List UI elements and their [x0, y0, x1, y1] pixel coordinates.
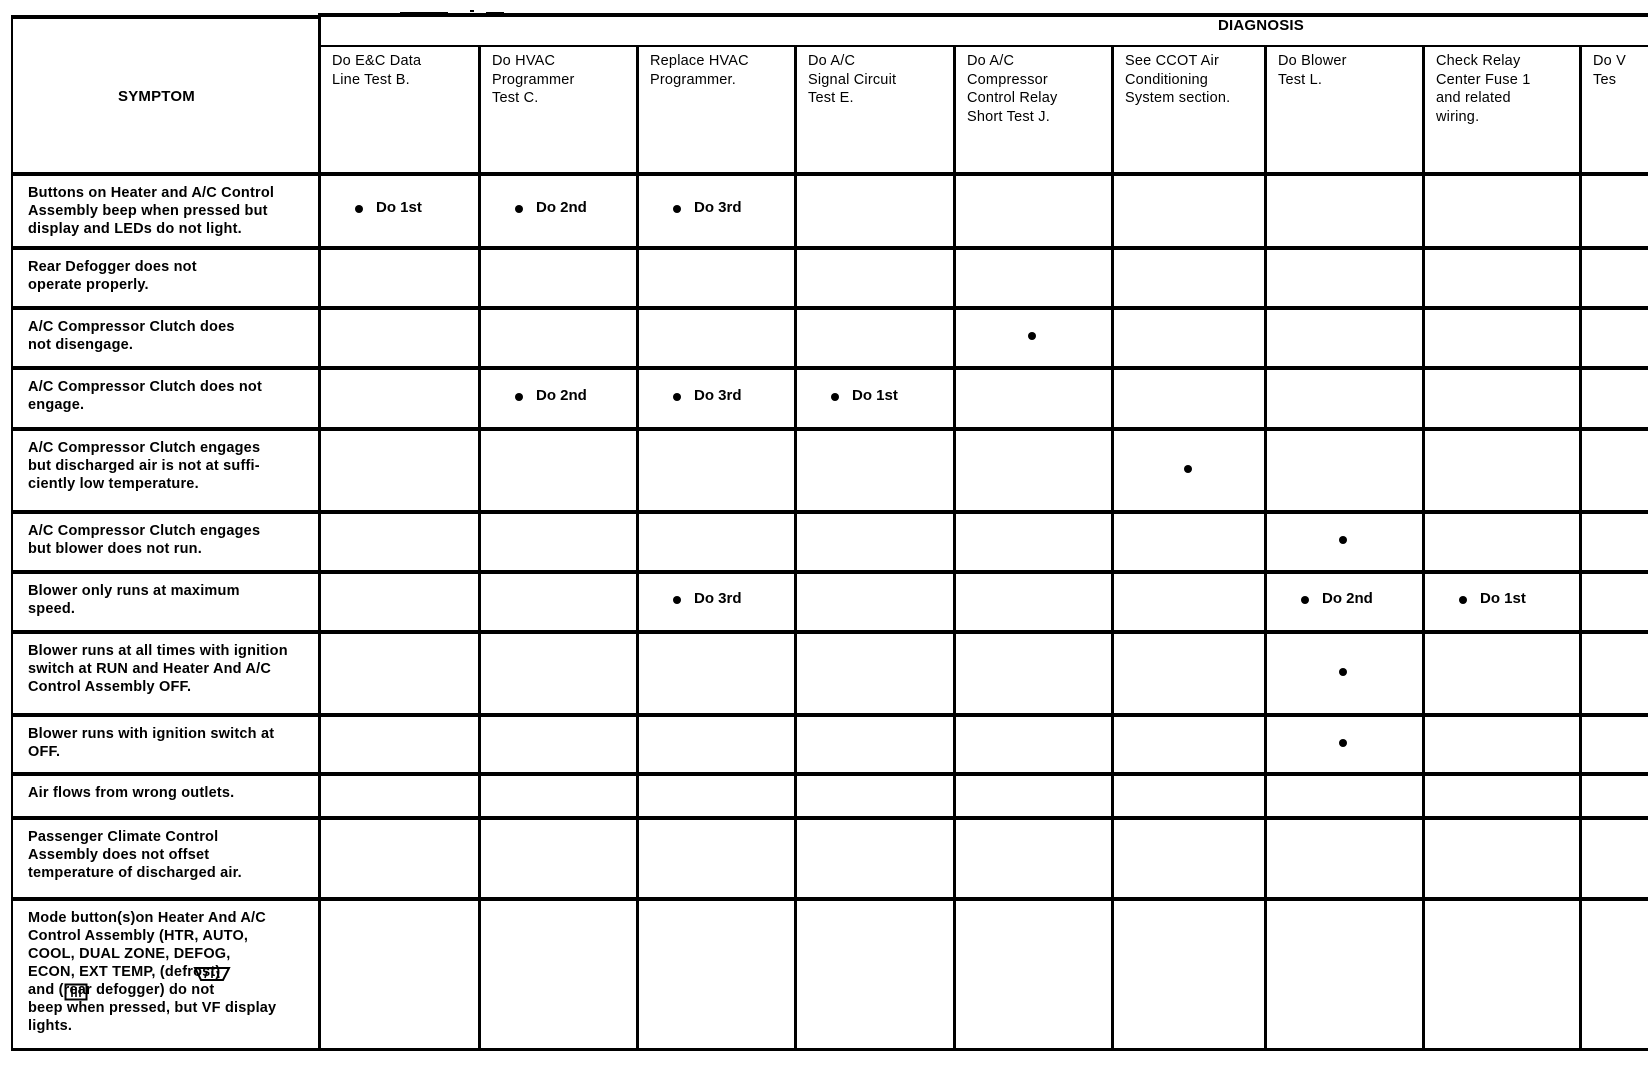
header-mark [400, 12, 448, 14]
order-label: Do 1st [376, 199, 422, 216]
symptom-cell: A/C Compressor Clutch does not disengage. [28, 319, 235, 353]
symptom-cell: Passenger Climate Control Assembly does not offset temperature of discharged air. [28, 829, 242, 881]
column-header: Do Blower Test L. [1278, 53, 1347, 88]
column-divider [478, 45, 481, 1051]
column-divider [636, 45, 639, 1051]
order-label: Do 1st [1480, 590, 1526, 607]
table-left-border [11, 15, 13, 1051]
bullet-mark [1301, 596, 1309, 604]
row-divider [11, 1048, 1648, 1051]
column-header: Do A/C Compressor Control Relay Short Test J. [967, 53, 1058, 125]
row-divider [11, 630, 1648, 634]
bullet-mark [673, 205, 681, 213]
symptom-cell: A/C Compressor Clutch engages but blower does not run. [28, 523, 261, 557]
row-divider [11, 246, 1648, 250]
row-divider [11, 713, 1648, 717]
column-header: Do E&C Data Line Test B. [332, 53, 422, 88]
column-divider [1264, 45, 1267, 1051]
column-divider [1422, 45, 1425, 1051]
order-label: Do 3rd [694, 590, 742, 607]
symptom-cell: Buttons on Heater and A/C Control Assembly beep when pressed but display and LEDs do not light. [28, 185, 275, 237]
symptom-cell: Rear Defogger does not operate properly. [28, 259, 197, 293]
bullet-mark [673, 393, 681, 401]
bullet-mark [1339, 536, 1347, 544]
bullet-mark [515, 393, 523, 401]
row-divider [11, 306, 1648, 310]
column-divider [794, 45, 797, 1051]
row-divider [11, 816, 1648, 820]
diagnosis-header: DIAGNOSIS [1218, 17, 1304, 34]
column-header: Do A/C Signal Circuit Test E. [808, 53, 897, 106]
diagnosis-top-border [318, 13, 1648, 17]
order-label: Do 3rd [694, 387, 742, 404]
bullet-mark [1339, 668, 1347, 676]
bullet-mark [1028, 332, 1036, 340]
row-divider [11, 897, 1648, 901]
header-mark [486, 12, 504, 14]
header-mark [470, 10, 474, 12]
table-top-border [11, 15, 318, 19]
column-divider [1111, 45, 1114, 1051]
column-header: See CCOT Air Conditioning System section. [1125, 53, 1231, 106]
column-header: Replace HVAC Programmer. [650, 53, 749, 88]
symptom-cell: A/C Compressor Clutch does not engage. [28, 379, 262, 413]
column-header: Do V Tes [1593, 53, 1627, 88]
order-label: Do 2nd [536, 199, 587, 216]
bullet-mark [515, 205, 523, 213]
symptom-cell: Blower only runs at maximum speed. [28, 583, 240, 617]
row-divider [11, 570, 1648, 574]
symptom-header: SYMPTOM [118, 88, 195, 105]
row-divider [11, 172, 1648, 176]
order-label: Do 2nd [536, 387, 587, 404]
column-divider [1579, 45, 1582, 1051]
row-divider [11, 427, 1648, 431]
row-divider [11, 772, 1648, 776]
order-label: Do 2nd [1322, 590, 1373, 607]
symptom-cell: Blower runs at all times with ignition switch at RUN and Heater And A/C Control Assembly OFF. [28, 643, 288, 695]
bullet-mark [673, 596, 681, 604]
bullet-mark [1184, 465, 1192, 473]
row-divider [11, 366, 1648, 370]
order-label: Do 3rd [694, 199, 742, 216]
bullet-mark [355, 205, 363, 213]
bullet-mark [1459, 596, 1467, 604]
diagnosis-subheader-rule [318, 45, 1648, 47]
bullet-mark [831, 393, 839, 401]
bullet-mark [1339, 739, 1347, 747]
column-header: Do HVAC Programmer Test C. [492, 53, 575, 106]
row-divider [11, 510, 1648, 514]
symptom-column-divider [318, 13, 321, 1051]
symptom-cell: A/C Compressor Clutch engages but discharged air is not at suffi- ciently low temperature. [28, 440, 261, 492]
order-label: Do 1st [852, 387, 898, 404]
symptom-cell: Mode button(s)on Heater And A/C Control Assembly (HTR, AUTO, COOL, DUAL ZONE, DEFOG, ECON, EXT TEMP, (defrost) and (rear defogger) do not beep when pressed, but VF display lights. [28, 910, 277, 1034]
symptom-cell: Blower runs with ignition switch at OFF. [28, 726, 275, 760]
column-divider [953, 45, 956, 1051]
column-header: Check Relay Center Fuse 1 and related wiring. [1436, 53, 1531, 125]
symptom-cell: Air flows from wrong outlets. [28, 785, 235, 801]
